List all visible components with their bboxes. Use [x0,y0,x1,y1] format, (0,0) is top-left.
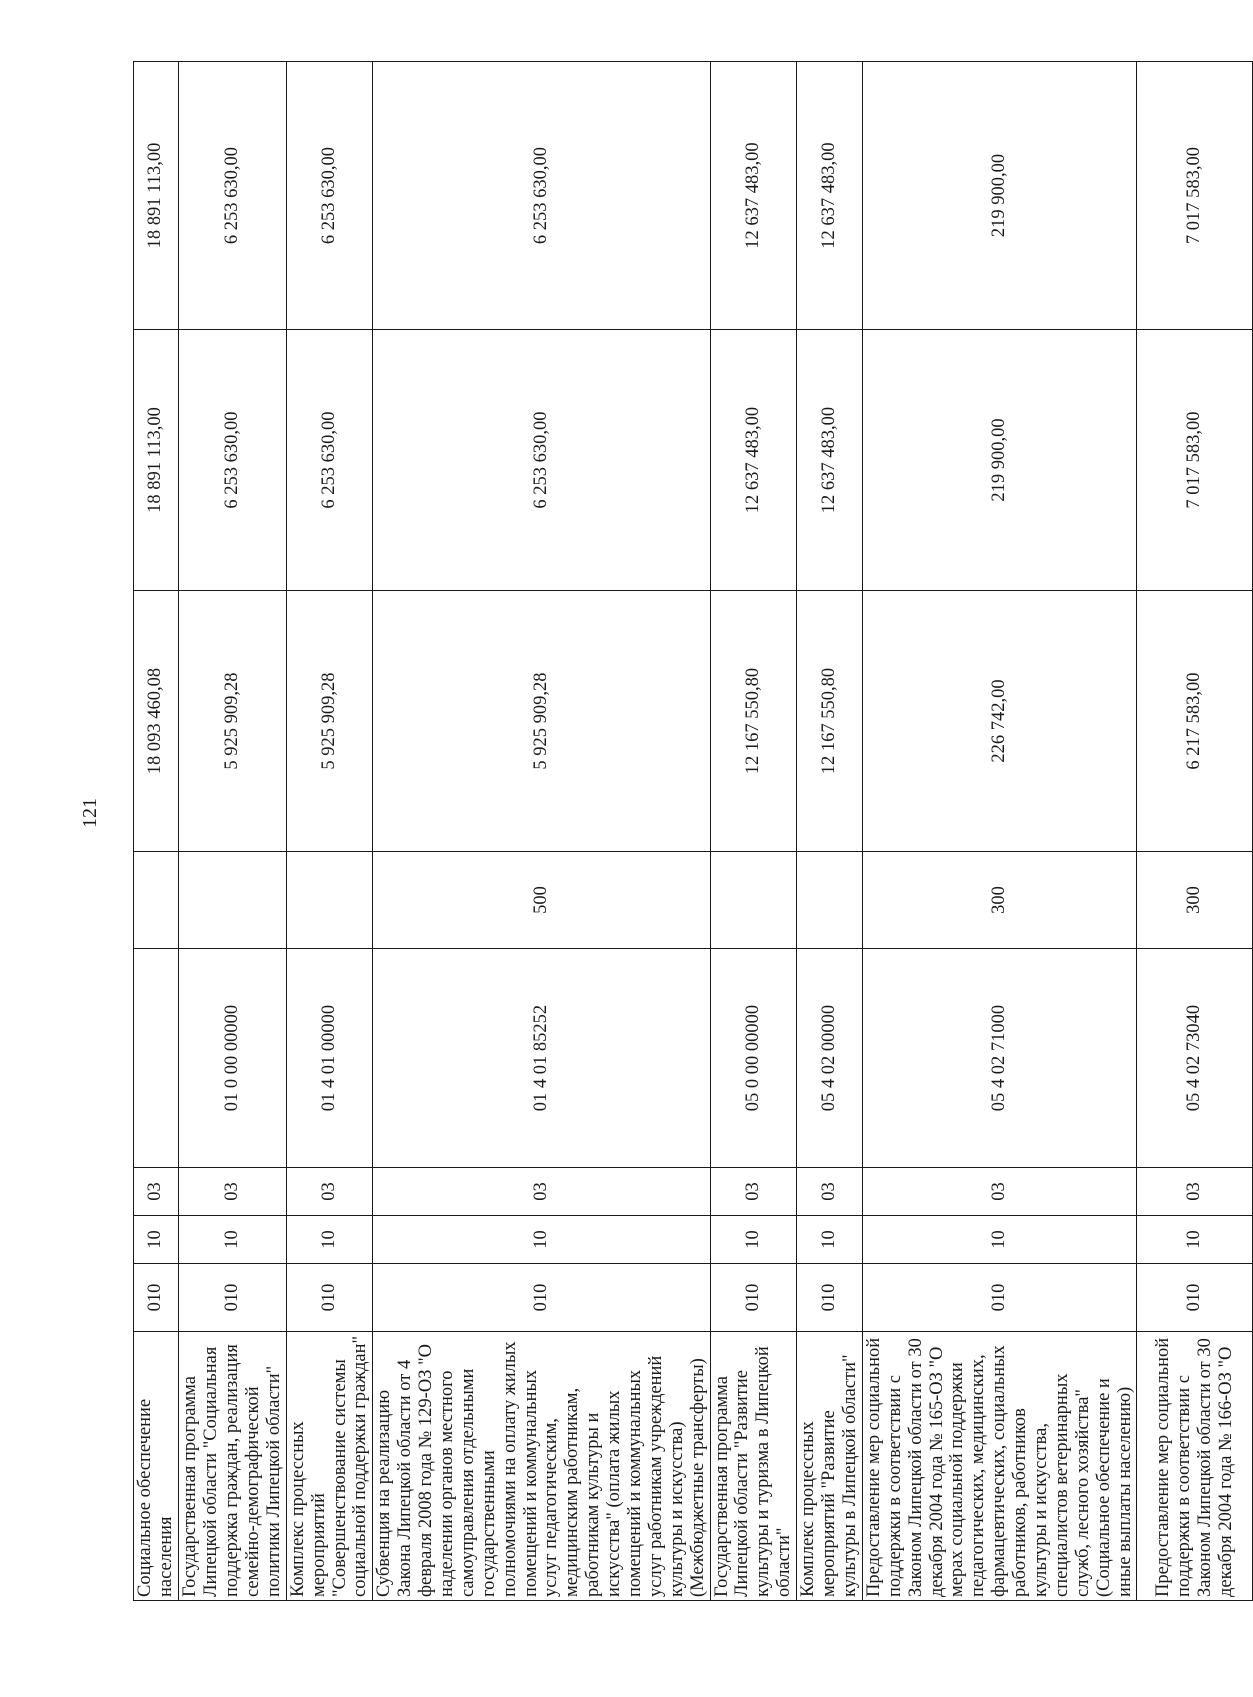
admin-code: 010 [797,1264,863,1332]
section-code: 10 [862,1216,1137,1264]
sum-year-1: 226 742,00 [862,591,1137,852]
table-row [178,62,286,1601]
sum-year-3: 12 637 483,00 [797,62,863,330]
sum-year-3: 6 253 630,00 [178,62,286,330]
sum-year-2: 6 253 630,00 [178,330,286,591]
section-code: 10 [1137,1216,1253,1264]
table-row [373,62,710,1601]
section-code: 10 [134,1216,179,1264]
expense-type [286,852,373,949]
sum-year-1: 18 093 460,08 [134,591,179,852]
row-name: Социальное обеспечение населения [134,1332,179,1601]
target-article: 05 4 02 71000 [862,949,1137,1168]
sum-year-1: 5 925 909,28 [178,591,286,852]
sum-year-3: 18 891 113,00 [134,62,179,330]
subsection-code: 03 [286,1168,373,1216]
sum-year-2: 219 900,00 [862,330,1137,591]
table-row [797,62,863,1601]
sum-year-2: 12 637 483,00 [710,330,797,591]
admin-code: 010 [178,1264,286,1332]
row-name: Комплекс процессных мероприятий "Развитие культуры в Липецкой области" [797,1332,863,1601]
subsection-code: 03 [178,1168,286,1216]
row-name: Государственная программа Липецкой области "Социальная поддержка граждан, реализация семейно-демографической политики Липецкой области" [178,1332,286,1601]
sum-year-3: 219 900,00 [862,62,1137,330]
sum-year-2: 6 253 630,00 [373,330,710,591]
subsection-code: 03 [797,1168,863,1216]
admin-code: 010 [134,1264,179,1332]
subsection-code: 03 [710,1168,797,1216]
section-code: 10 [373,1216,710,1264]
section-code: 10 [286,1216,373,1264]
sum-year-2: 7 017 583,00 [1137,330,1253,591]
sum-year-1: 5 925 909,28 [373,591,710,852]
row-name: Государственная программа Липецкой области "Развитие культуры и туризма в Липецкой области" [710,1332,797,1601]
admin-code: 010 [286,1264,373,1332]
section-code: 10 [178,1216,286,1264]
row-name: Комплекс процессных мероприятий "Совершенствование системы социальной поддержки граждан" [286,1332,373,1601]
sum-year-3: 6 253 630,00 [373,62,710,330]
row-name: Предоставление мер социальной поддержки в соответствии с Законом Липецкой области от 30 декабря 2004 года № 165-ОЗ "О мерах социальной поддержки педагогических, медицинских, фармацевтических, социальных работников, работников культуры и искусства, специалистов ветеринарных служб, лесного хозяйства" (Социальное обеспечение и иные выплаты населению) [862,1332,1137,1601]
target-article: 05 4 02 00000 [797,949,863,1168]
sum-year-2: 12 637 483,00 [797,330,863,591]
table-row [862,62,1137,1601]
expense-type: 300 [862,852,1137,949]
expense-type [178,852,286,949]
admin-code: 010 [373,1264,710,1332]
target-article: 05 4 02 73040 [1137,949,1253,1168]
sum-year-1: 12 167 550,80 [797,591,863,852]
expense-type: 300 [1137,852,1253,949]
rotated-table-wrapper [133,62,1236,1601]
target-article [134,949,179,1168]
sum-year-3: 6 253 630,00 [286,62,373,330]
sum-year-3: 12 637 483,00 [710,62,797,330]
row-name: Субвенция на реализацию Закона Липецкой области от 4 февраля 2008 года № 129-ОЗ "О наделении органов местного самоуправления отдельными государственными полномочиями на оплату жилых помещений и коммунальных услуг педагогическим, медицинским работникам, работникам культуры и искусства" (оплата жилых помещений и коммунальных услуг работникам учреждений культуры и искусства) (Межбюджетные трансферты) [373,1332,710,1601]
expense-type [134,852,179,949]
subsection-code: 03 [1137,1168,1253,1216]
admin-code: 010 [710,1264,797,1332]
table-row [134,62,179,1601]
table-row [710,62,797,1601]
row-name: Предоставление мер социальной поддержки в соответствии с Законом Липецкой области от 30 декабря 2004 года № 166-ОЗ "О [1137,1332,1253,1601]
expense-type: 500 [373,852,710,949]
target-article: 01 0 00 00000 [178,949,286,1168]
subsection-code: 03 [373,1168,710,1216]
target-article: 05 0 00 00000 [710,949,797,1168]
page-number: 121 [79,798,101,828]
sum-year-1: 6 217 583,00 [1137,591,1253,852]
table-row [1137,62,1253,1601]
section-code: 10 [797,1216,863,1264]
admin-code: 010 [862,1264,1137,1332]
subsection-code: 03 [134,1168,179,1216]
section-code: 10 [710,1216,797,1264]
expense-type [710,852,797,949]
sum-year-2: 18 891 113,00 [134,330,179,591]
sum-year-2: 6 253 630,00 [286,330,373,591]
subsection-code: 03 [862,1168,1137,1216]
expense-type [797,852,863,949]
admin-code: 010 [1137,1264,1253,1332]
sum-year-1: 12 167 550,80 [710,591,797,852]
sum-year-3: 7 017 583,00 [1137,62,1253,330]
target-article: 01 4 01 85252 [373,949,710,1168]
budget-table [133,61,1253,1601]
table-row [286,62,373,1601]
target-article: 01 4 01 00000 [286,949,373,1168]
sum-year-1: 5 925 909,28 [286,591,373,852]
